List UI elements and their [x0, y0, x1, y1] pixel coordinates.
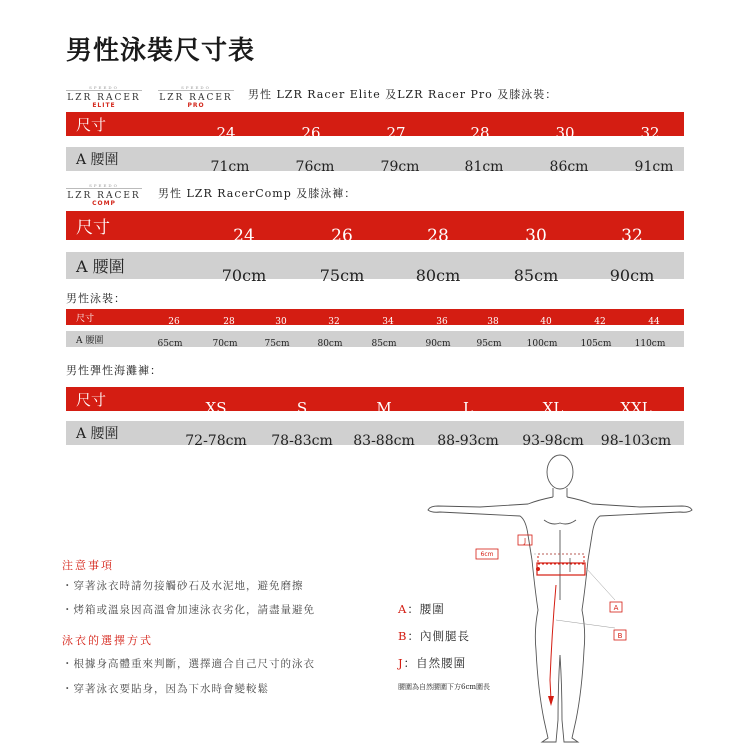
section1-caption: 男性 LZR Racer Elite 及LZR Racer Pro 及膝泳裝：	[248, 88, 558, 101]
section4-waist-row	[66, 421, 684, 449]
legend-b: B：內側腿長	[398, 629, 470, 643]
size-cell: 30	[555, 124, 575, 142]
size-label: 尺寸	[76, 313, 95, 324]
waist-cell: 79cm	[380, 159, 420, 175]
size-cell: XL	[542, 399, 564, 417]
size-cell: 32	[328, 317, 340, 327]
waist-band	[537, 563, 585, 575]
section2-waist-row	[66, 252, 684, 285]
size-cell: 26	[301, 124, 321, 142]
waist-cell: 75cm	[264, 339, 290, 349]
size-cell: 26	[168, 317, 180, 327]
waist-cell: 78-83cm	[271, 433, 333, 449]
waist-label: A 腰圍	[76, 335, 104, 346]
size-cell: M	[376, 399, 392, 417]
waist-cell: 76cm	[295, 159, 335, 175]
waist-cell: 71cm	[210, 159, 250, 175]
section2-size-row	[66, 211, 684, 246]
size-cell: 30	[275, 317, 287, 327]
size-cell: 28	[427, 225, 449, 246]
section1-waist-row	[66, 147, 684, 175]
waist-cell: 65cm	[157, 339, 183, 349]
size-cell: 34	[382, 317, 394, 327]
selection-heading: 泳衣的選擇方式	[62, 634, 153, 647]
waist-label: A 腰圍	[76, 257, 125, 276]
note-item: ・穿著泳衣要貼身，因為下水時會變較鬆	[62, 683, 269, 695]
waist-cell: 70cm	[221, 265, 267, 285]
size-cell: L	[463, 399, 473, 417]
size-label: 尺寸	[76, 115, 107, 134]
legend-a: A：腰圍	[398, 602, 445, 616]
waist-cell: 80cm	[317, 339, 343, 349]
tag-a: A	[613, 604, 619, 612]
size-cell: 38	[487, 317, 499, 327]
waist-cell: 70cm	[212, 339, 238, 349]
waist-cell: 88-93cm	[437, 433, 499, 449]
waist-cell: 85cm	[513, 265, 559, 285]
size-cell: 32	[621, 225, 643, 246]
tag-b: B	[617, 632, 623, 640]
size-label: 尺寸	[76, 390, 107, 409]
lzr-racer-elite-logo: SPEEDO LZR RACER ELITE	[67, 85, 141, 109]
waist-cell: 75cm	[319, 265, 365, 285]
size-cell: 24	[216, 124, 236, 142]
lzr-racer-comp-logo: SPEEDO LZR RACER COMP	[67, 183, 141, 207]
size-cell: 27	[386, 124, 406, 142]
tag-j: J	[523, 537, 527, 545]
notes-heading: 注意事項	[62, 559, 114, 572]
inseam-arrow	[548, 696, 554, 706]
waist-cell: 98-103cm	[600, 433, 672, 449]
waist-label: A 腰圍	[76, 426, 119, 442]
size-cell: 26	[331, 225, 353, 246]
section2-caption: 男性 LZR RacerComp 及膝泳褲：	[158, 187, 357, 200]
lzr-racer-pro-logo: SPEEDO LZR RACER PRO	[159, 85, 233, 109]
waist-cell: 91cm	[634, 159, 674, 175]
section4-size-row	[66, 387, 684, 417]
waist-cell: 95cm	[476, 339, 502, 349]
note-item: ・烤箱或溫泉因高溫會加速泳衣劣化，請盡量避免	[62, 604, 315, 616]
section4-caption: 男性彈性海灘褲：	[66, 364, 162, 377]
waist-cell: 100cm	[526, 339, 558, 349]
size-label: 尺寸	[76, 218, 110, 238]
waist-cell: 105cm	[580, 339, 612, 349]
waist-cell: 85cm	[371, 339, 397, 349]
size-cell: 42	[594, 317, 606, 327]
size-cell: 28	[470, 124, 490, 142]
waist-cell: 80cm	[415, 265, 461, 285]
waist-cell: 90cm	[425, 339, 451, 349]
size-cell: XXL	[620, 399, 652, 417]
body-measurement-figure	[420, 450, 700, 745]
size-cell: 44	[648, 317, 660, 327]
size-cell: 24	[233, 225, 255, 246]
size-cell: XS	[205, 399, 227, 417]
size-cell: 28	[223, 317, 235, 327]
section1-size-row	[66, 112, 684, 142]
waist-footnote: 腰圍為自然腰圍下方6cm圍長	[398, 683, 491, 691]
waist-leader	[586, 568, 615, 600]
size-cell: 40	[540, 317, 552, 327]
waist-cell: 86cm	[549, 159, 589, 175]
waist-label: A 腰圍	[76, 152, 119, 168]
section3-waist-row	[66, 331, 684, 347]
inseam-line	[550, 585, 556, 700]
inseam-leader	[556, 620, 615, 628]
waist-cell: 90cm	[609, 265, 655, 285]
page-title: 男性泳裝尺寸表	[66, 36, 256, 66]
waist-cell: 93-98cm	[522, 433, 584, 449]
size-cell: S	[296, 399, 308, 417]
section3-caption: 男性泳裝：	[66, 292, 126, 305]
size-cell: 36	[436, 317, 448, 327]
size-cell: 30	[525, 225, 547, 246]
waist-cell: 72-78cm	[185, 433, 247, 449]
note-item: ・根據身高體重來判斷，選擇適合自己尺寸的泳衣	[62, 658, 315, 670]
tag-6cm: 6cm	[480, 551, 494, 558]
size-cell: 32	[640, 124, 660, 142]
waist-cell: 110cm	[634, 339, 666, 349]
waist-cell: 83-88cm	[353, 433, 415, 449]
waist-point	[536, 567, 540, 571]
waist-cell: 81cm	[464, 159, 504, 175]
legend-j: J：自然腰圍	[398, 656, 467, 670]
note-item: ・穿著泳衣時請勿接觸砂石及水泥地，避免磨擦	[62, 580, 304, 592]
body-outline	[428, 455, 692, 742]
section3-size-row	[66, 309, 684, 325]
